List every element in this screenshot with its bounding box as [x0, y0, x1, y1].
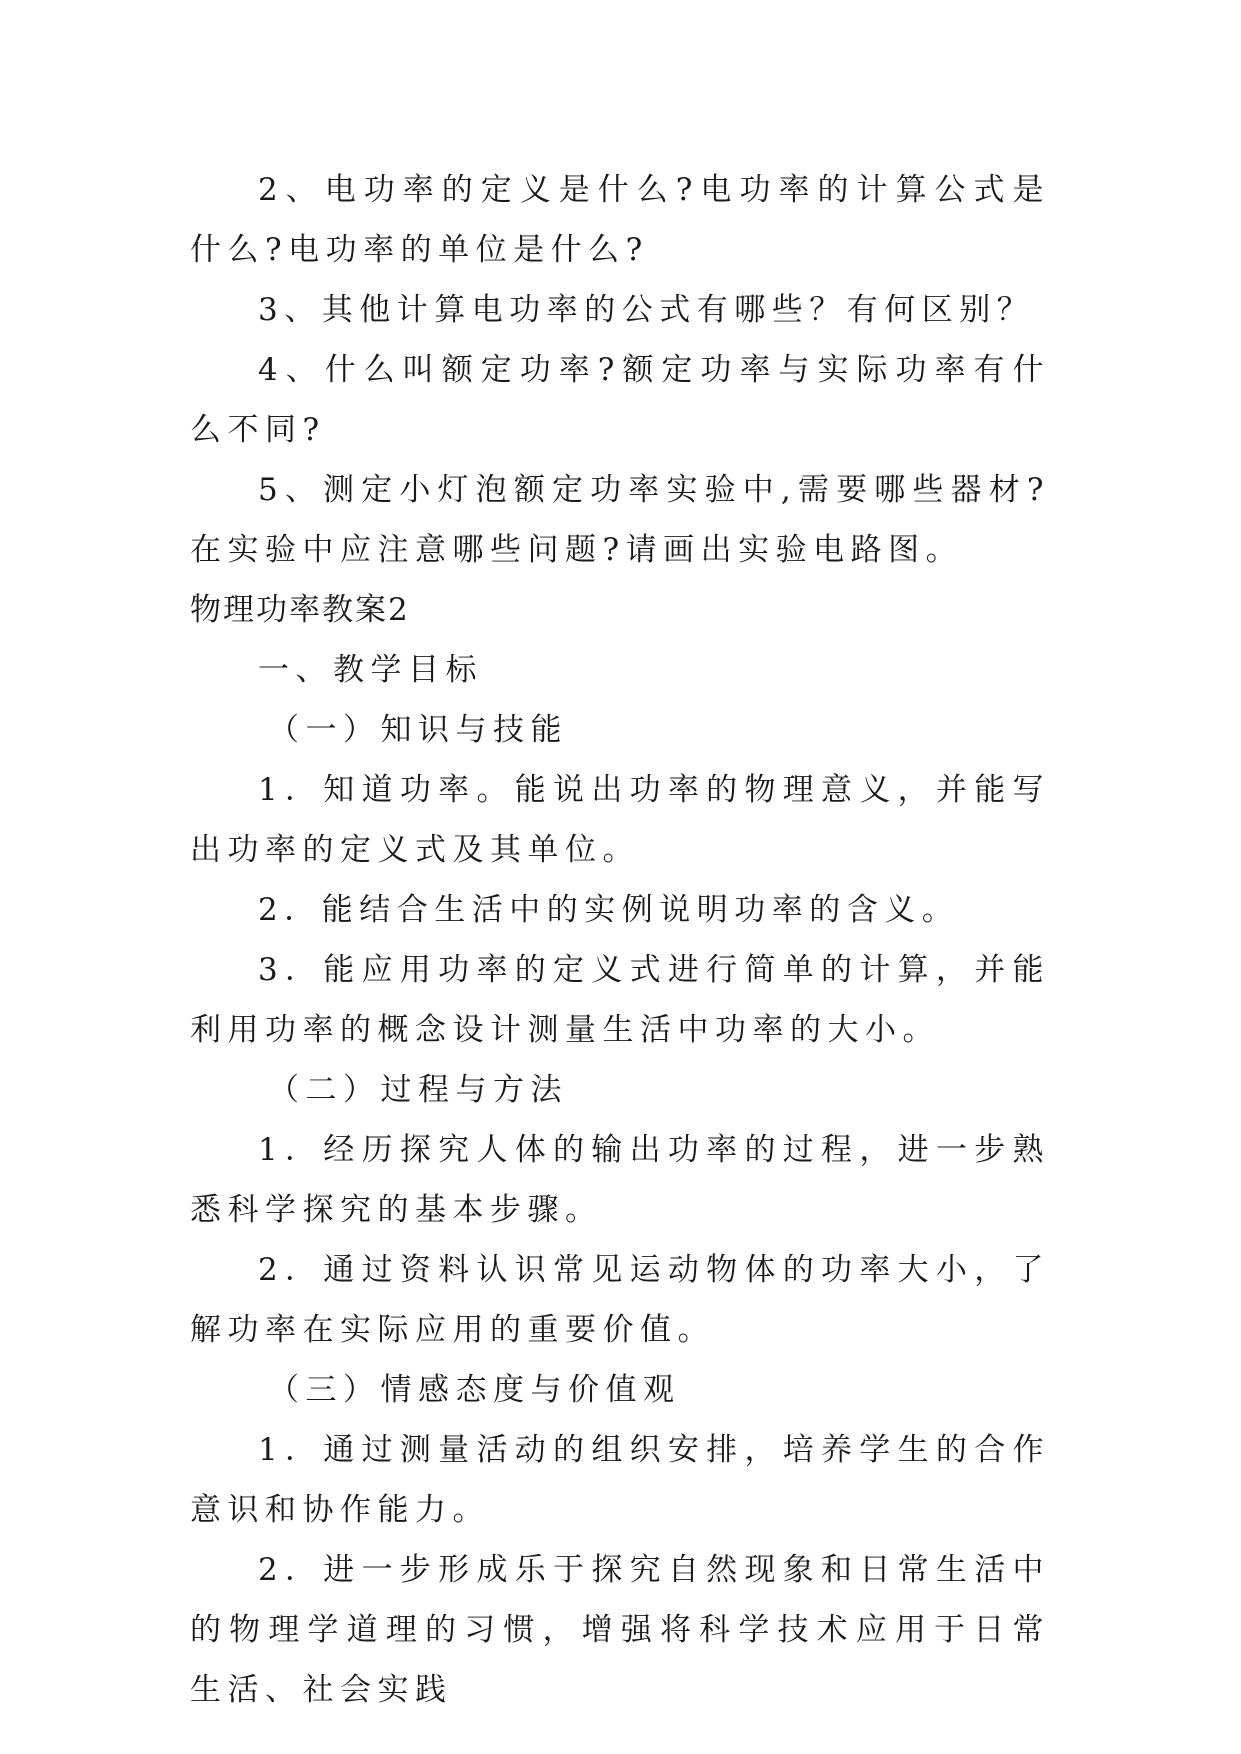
document-page	[190, 160, 1050, 1720]
attitude-item-2: 2．进一步形成乐于探究自然现象和日常生活中的物理学道理的习惯，增强将科学技术应用于日常生活、社会实践	[190, 1552, 1050, 1708]
knowledge-item-1: 1．知道功率。能说出功率的物理意义，并能写出功率的定义式及其单位。	[190, 772, 1050, 868]
question-4-paragraph: 4、什么叫额定功率?额定功率与实际功率有什么不同?	[190, 352, 1050, 448]
subheading-process-method: （二）过程与方法	[268, 1072, 568, 1108]
question-3-paragraph: 3、其他计算电功率的公式有哪些？有何区别？	[258, 292, 1035, 328]
heading-teaching-goals: 一、教学目标	[258, 652, 483, 688]
section-title: 物理功率教案2	[190, 592, 410, 628]
process-item-2: 2．通过资料认识常见运动物体的功率大小，了解功率在实际应用的重要价值。	[190, 1252, 1050, 1348]
attitude-item-1: 1．通过测量活动的组织安排，培养学生的合作意识和协作能力。	[190, 1432, 1050, 1528]
knowledge-item-3: 3．能应用功率的定义式进行简单的计算，并能利用功率的概念设计测量生活中功率的大小。	[190, 952, 1050, 1048]
subheading-knowledge-skills: （一）知识与技能	[268, 712, 568, 748]
knowledge-item-2: 2．能结合生活中的实例说明功率的含义。	[258, 892, 960, 928]
question-5-paragraph: 5、测定小灯泡额定功率实验中,需要哪些器材?在实验中应注意哪些问题?请画出实验电路图。	[190, 472, 1050, 568]
process-item-1: 1．经历探究人体的输出功率的过程，进一步熟悉科学探究的基本步骤。	[190, 1132, 1050, 1228]
subheading-attitude-values: （三）情感态度与价值观	[268, 1372, 681, 1408]
question-2-paragraph: 2、电功率的定义是什么?电功率的计算公式是什么?电功率的单位是什么?	[190, 172, 1050, 268]
